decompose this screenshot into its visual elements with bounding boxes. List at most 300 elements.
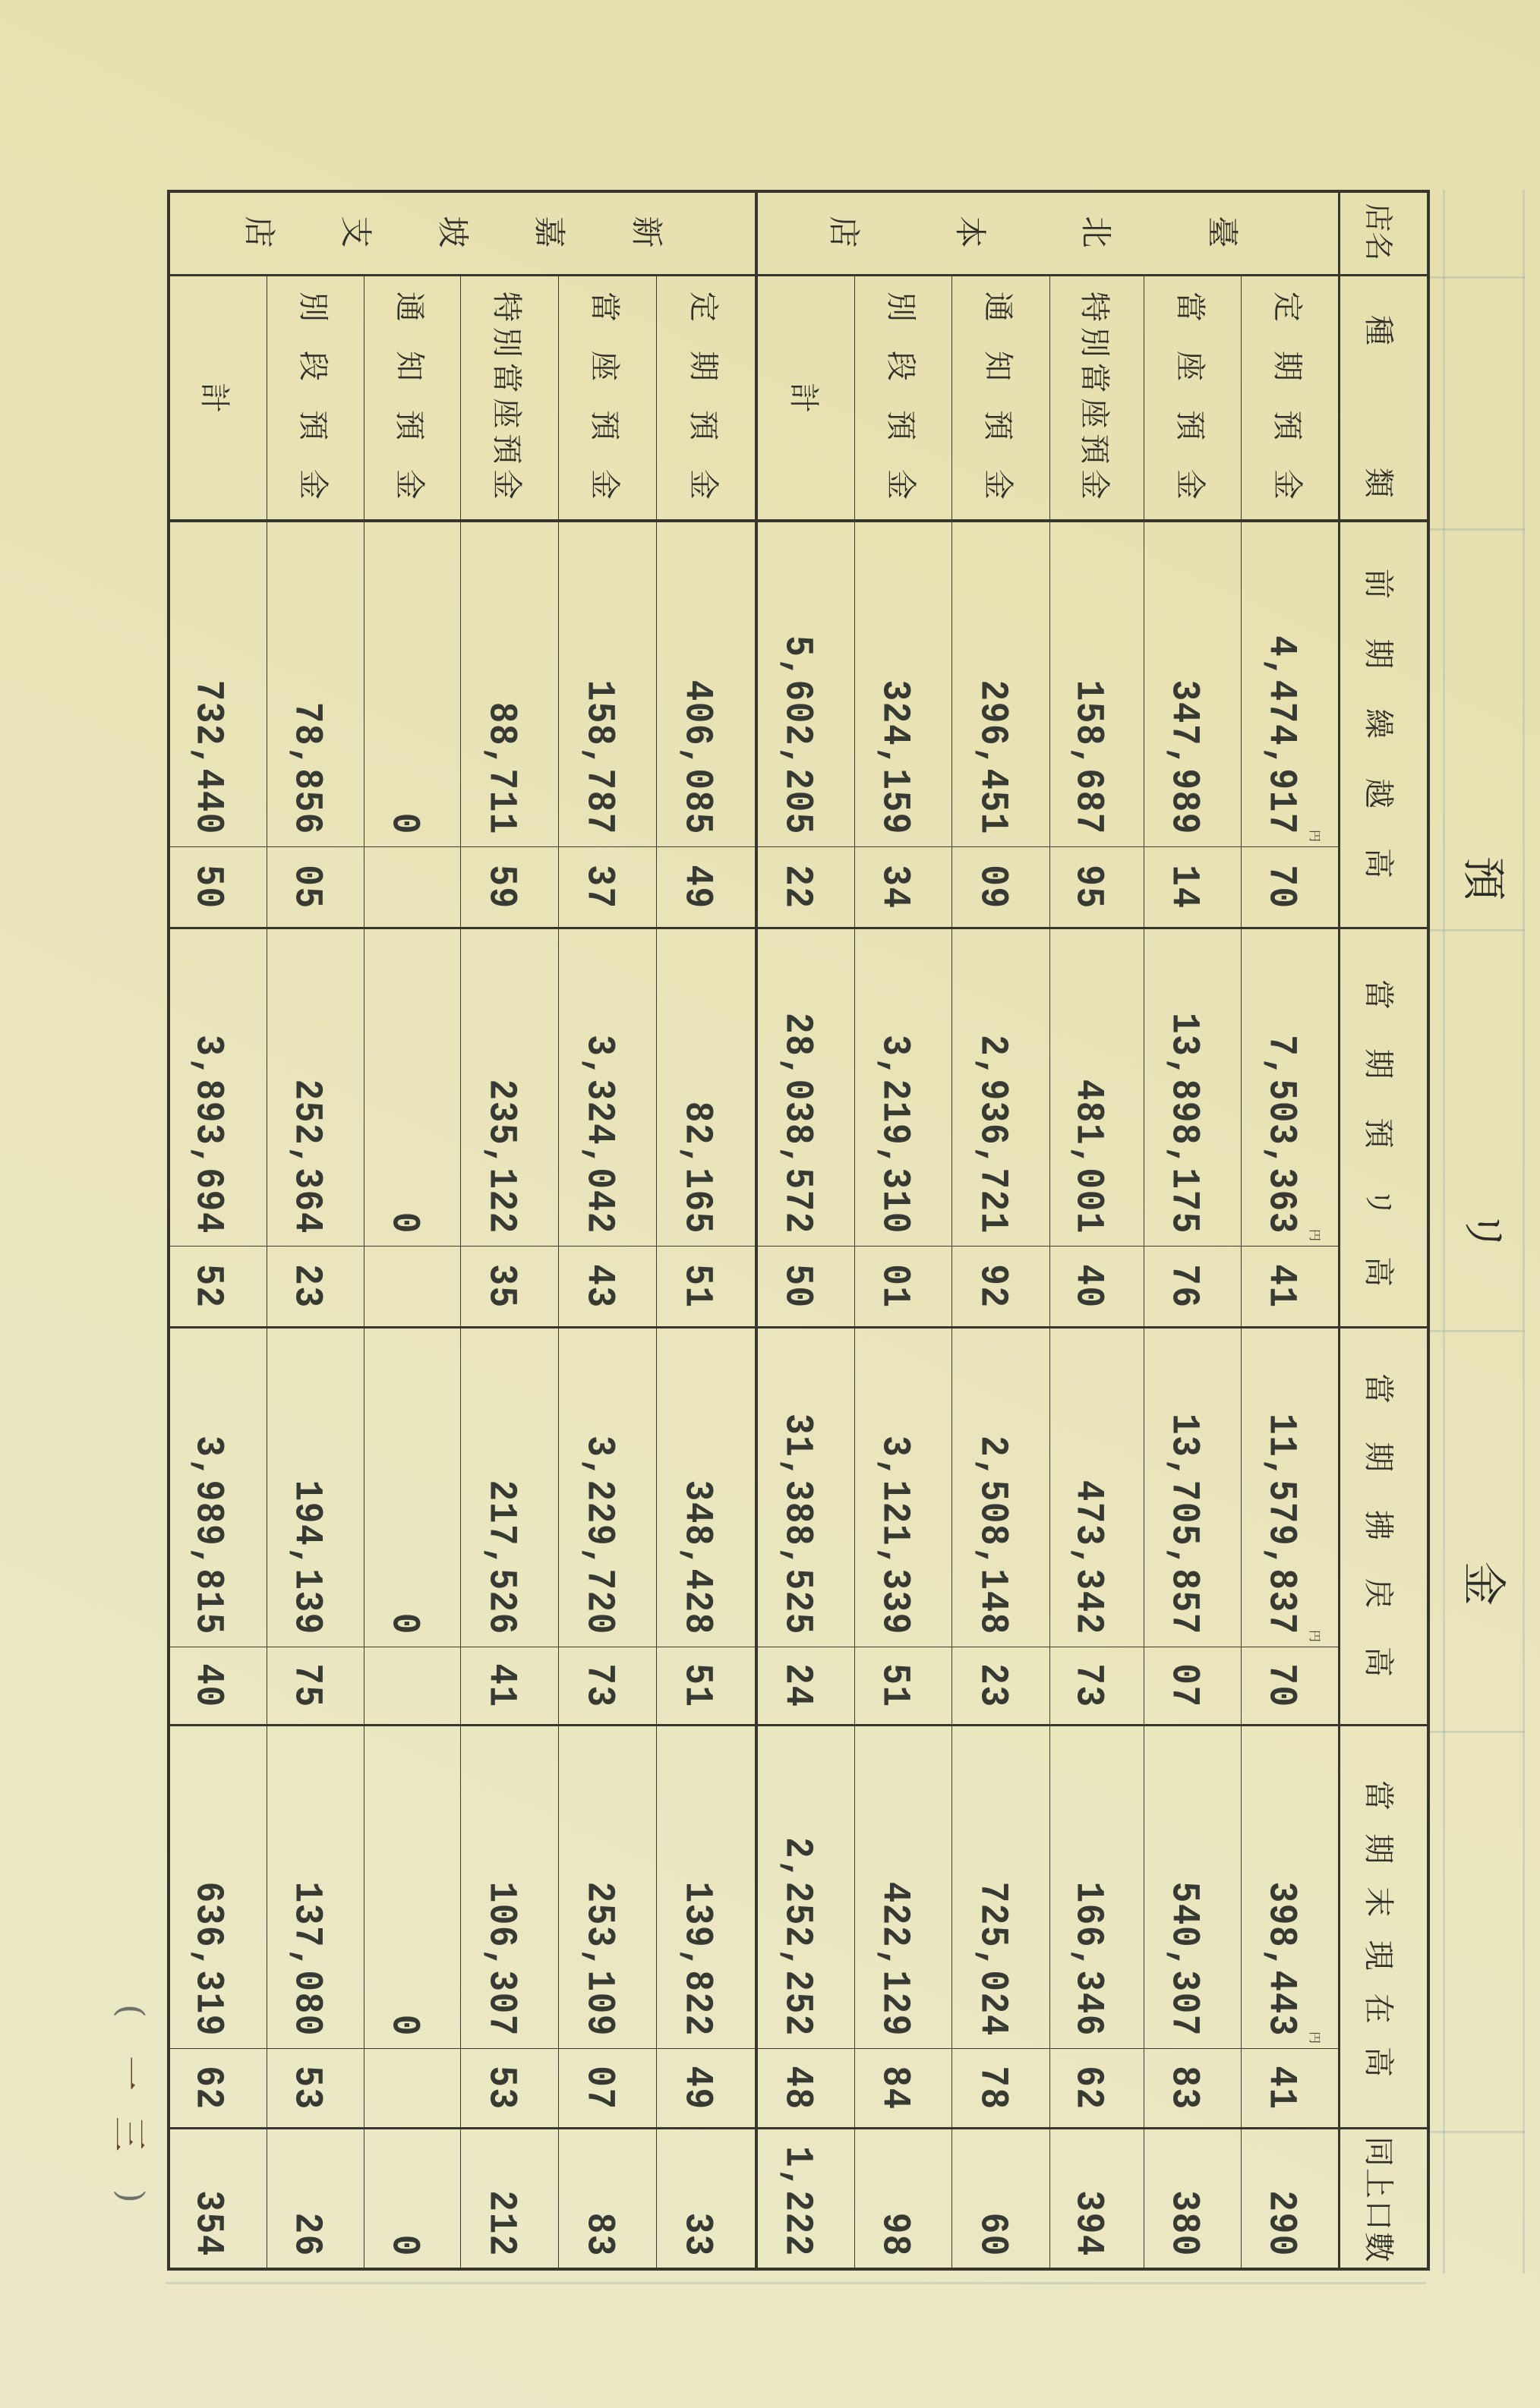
end-balance-sen <box>1241 2049 1338 2129</box>
amount-sen: 09 <box>970 865 1015 909</box>
glyph: 段 <box>883 351 918 381</box>
end-balance-sen <box>558 2049 656 2129</box>
withdrawals-yen <box>951 1328 1049 1647</box>
glyph: リ <box>1361 1187 1396 1218</box>
glyph: 金 <box>392 469 428 500</box>
amount-sen: 40 <box>1066 1264 1111 1309</box>
deposits-yen-total <box>167 929 267 1247</box>
amount-yen: 78,856 <box>285 701 330 835</box>
end-balance-sen <box>656 2049 755 2129</box>
page-number <box>109 2004 153 2203</box>
amount-sen: 07 <box>576 2066 622 2110</box>
withdrawals-yen <box>854 1328 951 1647</box>
amount-sen: 14 <box>1162 865 1207 909</box>
amount-yen: 158,687 <box>1066 679 1111 835</box>
count: 0 <box>381 2234 427 2257</box>
header-account-count: 同上口數 <box>1338 2129 1430 2271</box>
prev-balance-yen <box>1049 522 1144 847</box>
deposits-sen-total <box>167 1247 267 1328</box>
account-count <box>1241 2129 1338 2271</box>
prev-balance-sen <box>267 847 364 929</box>
end-balance-yen <box>364 1726 460 2049</box>
header-type <box>1338 276 1430 522</box>
bleed-through-rule <box>1430 1731 1525 1733</box>
end-balance-sen-total <box>755 2049 854 2129</box>
prev-balance-sen-total <box>755 847 854 929</box>
header-prev-balance <box>1338 522 1430 929</box>
end-balance-sen <box>460 2049 558 2129</box>
glyph: 末 <box>1361 1886 1396 1918</box>
amount-yen: 2,252,252 <box>775 1837 820 2037</box>
withdrawals-yen <box>656 1328 755 1647</box>
amount-sen: 51 <box>675 1264 720 1309</box>
deposits-sen <box>1144 1247 1241 1328</box>
glyph: 預 <box>587 410 623 440</box>
withdrawals-sen <box>460 1647 558 1726</box>
bleed-through-rule <box>1523 190 1525 2274</box>
amount-sen: 24 <box>775 1663 820 1708</box>
glyph: 戻 <box>1361 1578 1396 1609</box>
withdrawals-yen <box>267 1328 364 1647</box>
account-count-total <box>167 2129 267 2271</box>
end-balance-yen <box>854 1726 951 2049</box>
amount-yen: 0 <box>381 812 427 835</box>
amount-yen: 3,989,815 <box>186 1436 231 1635</box>
amount-yen: 5,602,205 <box>775 635 820 835</box>
glyph: リ <box>1458 1209 1510 1253</box>
amount-yen: 253,109 <box>576 1881 622 2037</box>
amount-yen: 13,705,857 <box>1162 1413 1207 1635</box>
amount-sen: 84 <box>873 2066 917 2110</box>
amount-yen: 348,428 <box>675 1480 720 1635</box>
glyph: 期 <box>1361 1833 1396 1864</box>
end-balance-yen <box>951 1726 1049 2049</box>
withdrawals-yen-total <box>167 1328 267 1647</box>
glyph: 別 <box>1077 326 1112 358</box>
glyph: 預 <box>1361 1117 1396 1149</box>
prev-balance-sen <box>1049 847 1144 929</box>
account-count <box>558 2129 656 2271</box>
end-balance-yen <box>267 1726 364 2049</box>
glyph: 期 <box>1270 351 1305 381</box>
deposit-type <box>656 276 755 522</box>
glyph: 本 <box>951 216 989 248</box>
amount-yen: 0 <box>381 1612 427 1635</box>
amount-yen: 0 <box>381 2014 427 2037</box>
branch-name-singapore <box>167 190 755 276</box>
account-count <box>267 2129 364 2271</box>
deposits-yen <box>1241 929 1338 1247</box>
deposits-yen <box>854 929 951 1247</box>
count: 394 <box>1066 2190 1111 2257</box>
glyph: 別 <box>489 326 525 358</box>
glyph: 支 <box>337 216 375 248</box>
deposit-type <box>1144 276 1241 522</box>
glyph: 預 <box>686 410 721 440</box>
amount-sen: 59 <box>478 865 524 909</box>
deposit-type <box>1049 276 1144 522</box>
count: 83 <box>576 2212 622 2257</box>
header-end-balance <box>1338 1726 1430 2129</box>
prev-balance-sen <box>1144 847 1241 929</box>
deposits-yen-total <box>755 929 854 1247</box>
glyph: 金 <box>1458 1561 1510 1606</box>
amount-sen: 07 <box>1162 1663 1207 1708</box>
count: 33 <box>675 2212 720 2257</box>
amount-yen: 82,165 <box>675 1101 720 1234</box>
amount-sen: 41 <box>1259 2066 1304 2110</box>
bleed-through-rule <box>1430 2131 1525 2133</box>
glyph: 前 <box>1361 569 1396 599</box>
glyph: 金 <box>489 468 525 500</box>
bleed-through-rule <box>1430 276 1525 279</box>
glyph: 預 <box>489 433 525 465</box>
amount-sen: 73 <box>576 1663 622 1708</box>
yen-unit-mark: 円 <box>1308 1629 1322 1642</box>
amount-yen: 2,936,721 <box>970 1035 1015 1234</box>
prev-balance-yen <box>267 522 364 847</box>
amount-sen: 23 <box>970 1663 1015 1708</box>
withdrawals-sen <box>364 1647 460 1726</box>
glyph: 類 <box>1361 468 1396 498</box>
amount-yen: 481,001 <box>1066 1079 1111 1234</box>
amount-sen: 95 <box>1066 865 1111 909</box>
end-balance-sen <box>1144 2049 1241 2129</box>
amount-yen: 422,129 <box>873 1881 917 2037</box>
prev-balance-yen <box>656 522 755 847</box>
amount-yen: 31,388,525 <box>775 1413 820 1635</box>
deposits-sen <box>364 1247 460 1328</box>
account-count <box>1049 2129 1144 2271</box>
amount-yen: 0 <box>381 1212 427 1234</box>
amount-sen: 92 <box>970 1264 1015 1309</box>
prev-balance-yen <box>854 522 951 847</box>
amount-yen: 3,229,720 <box>576 1436 622 1635</box>
deposits-sen-total <box>755 1247 854 1328</box>
amount-sen: 01 <box>873 1264 917 1309</box>
amount-yen: 636,319 <box>186 1881 231 2037</box>
amount-yen: 2,508,148 <box>970 1436 1015 1635</box>
deposits-yen <box>364 929 460 1247</box>
glyph: 當 <box>1172 292 1207 322</box>
glyph: 金 <box>1077 468 1112 500</box>
amount-sen: 05 <box>285 865 330 909</box>
count: 354 <box>186 2190 231 2257</box>
end-balance-sen <box>854 2049 951 2129</box>
amount-yen: 106,307 <box>478 1881 524 2037</box>
glyph: 別 <box>883 292 918 322</box>
amount-sen: 53 <box>478 2066 524 2110</box>
count: 60 <box>970 2212 1015 2257</box>
end-balance-yen <box>460 1726 558 2049</box>
yen-unit-mark: 円 <box>1308 1228 1322 1241</box>
withdrawals-yen <box>460 1328 558 1647</box>
page-number-handwritten: 一三 <box>109 2056 150 2177</box>
glyph: 期 <box>1361 1048 1396 1080</box>
glyph: 金 <box>295 469 330 500</box>
deposits-sen <box>558 1247 656 1328</box>
withdrawals-yen <box>558 1328 656 1647</box>
amount-sen: 83 <box>1162 2066 1207 2110</box>
glyph: 種 <box>1361 315 1396 345</box>
prev-balance-yen-total <box>755 522 854 847</box>
withdrawals-sen <box>656 1647 755 1726</box>
account-count <box>656 2129 755 2271</box>
end-balance-sen-total <box>167 2049 267 2129</box>
withdrawals-sen <box>1241 1647 1338 1726</box>
withdrawals-sen-total <box>167 1647 267 1726</box>
amount-sen: 22 <box>775 865 820 909</box>
amount-sen: 75 <box>285 1663 330 1708</box>
end-balance-sen <box>951 2049 1049 2129</box>
withdrawals-sen <box>267 1647 364 1726</box>
end-balance-sen <box>1049 2049 1144 2129</box>
yen-unit-mark: 円 <box>1308 2031 1322 2044</box>
deposits-yen <box>460 929 558 1247</box>
glyph: 預 <box>1077 433 1112 465</box>
amount-yen: 7,503,363 <box>1259 1035 1304 1234</box>
amount-yen: 28,038,572 <box>775 1012 820 1234</box>
prev-balance-yen-total <box>167 522 267 847</box>
amount-yen: 3,121,339 <box>873 1436 917 1635</box>
header-deposits <box>1338 929 1430 1328</box>
amount-sen: 52 <box>186 1264 231 1309</box>
deposits-sen <box>951 1247 1049 1328</box>
bleed-through-rule <box>1430 528 1525 531</box>
glyph: 繰 <box>1361 708 1396 739</box>
glyph: 座 <box>1077 398 1112 429</box>
glyph: 高 <box>1361 1256 1396 1287</box>
header-withdrawals <box>1338 1328 1430 1726</box>
deposit-type <box>267 276 364 522</box>
prev-balance-yen <box>558 522 656 847</box>
glyph: 店 <box>241 216 278 248</box>
withdrawals-sen <box>558 1647 656 1726</box>
amount-sen: 53 <box>285 2066 330 2110</box>
deposits-sen <box>854 1247 951 1328</box>
amount-yen: 158,787 <box>576 679 622 835</box>
glyph: 特 <box>1077 292 1112 322</box>
deposits-yen <box>558 929 656 1247</box>
glyph: 嘉 <box>531 216 569 248</box>
amount-sen: 70 <box>1259 865 1304 909</box>
deposits-yen <box>1049 929 1144 1247</box>
glyph: 座 <box>587 351 623 381</box>
end-balance-yen <box>1241 1726 1338 2049</box>
glyph: 定 <box>686 292 721 322</box>
prev-balance-sen-total <box>167 847 267 929</box>
end-balance-sen <box>364 2049 460 2129</box>
glyph: 預 <box>1270 410 1305 440</box>
amount-sen: 73 <box>1066 1663 1111 1708</box>
deposits-sen <box>656 1247 755 1328</box>
deposit-type <box>558 276 656 522</box>
account-count <box>364 2129 460 2271</box>
amount-yen: 347,989 <box>1162 679 1207 835</box>
glyph: 期 <box>686 351 721 381</box>
subtotal-label: 計 <box>755 276 854 522</box>
glyph: 金 <box>883 469 918 500</box>
glyph: 當 <box>1361 1373 1396 1404</box>
glyph: 金 <box>1270 469 1305 500</box>
amount-yen: 398,443 <box>1259 1881 1304 2037</box>
deposits-yen <box>267 929 364 1247</box>
header-branch: 店名 <box>1338 190 1430 276</box>
amount-sen: 40 <box>186 1663 231 1708</box>
glyph: 當 <box>489 362 525 393</box>
amount-yen: 166,346 <box>1066 1881 1111 2037</box>
glyph: 高 <box>1361 1647 1396 1677</box>
glyph: 特 <box>489 292 525 322</box>
amount-sen: 34 <box>873 865 917 909</box>
glyph: 知 <box>980 351 1016 381</box>
glyph: 預 <box>392 410 428 440</box>
withdrawals-yen <box>364 1328 460 1647</box>
amount-yen: 324,159 <box>873 679 917 835</box>
glyph: 定 <box>1270 292 1305 322</box>
glyph: 預 <box>883 410 918 440</box>
glyph: 店 <box>825 216 863 248</box>
glyph: 臺 <box>1204 216 1241 248</box>
amount-sen: 62 <box>186 2066 231 2110</box>
glyph: 期 <box>1361 1442 1396 1472</box>
prev-balance-sen <box>364 847 460 929</box>
end-balance-yen <box>1144 1726 1241 2049</box>
glyph: 金 <box>1172 469 1207 500</box>
prev-balance-sen <box>460 847 558 929</box>
page-paren-close: ) <box>111 2189 152 2203</box>
amount-yen: 3,324,042 <box>576 1035 622 1234</box>
amount-yen: 3,219,310 <box>873 1035 917 1234</box>
subtotal-label: 計 <box>167 276 267 522</box>
amount-yen: 13,898,175 <box>1162 1012 1207 1234</box>
amount-sen: 41 <box>1259 1264 1304 1309</box>
branch-name-taipei <box>755 190 1338 276</box>
prev-balance-yen <box>460 522 558 847</box>
amount-yen: 406,085 <box>675 679 720 835</box>
prev-balance-sen <box>1241 847 1338 929</box>
glyph: 段 <box>295 351 330 381</box>
end-balance-yen-total <box>167 1726 267 2049</box>
amount-sen: 76 <box>1162 1264 1207 1309</box>
glyph: 高 <box>1361 848 1396 878</box>
account-count <box>951 2129 1049 2271</box>
glyph: 預 <box>1458 856 1510 901</box>
withdrawals-yen-total <box>755 1328 854 1647</box>
count: 1,222 <box>775 2145 820 2257</box>
amount-sen: 50 <box>775 1264 820 1309</box>
glyph: 當 <box>1077 362 1112 393</box>
account-count <box>460 2129 558 2271</box>
end-balance-yen-total <box>755 1726 854 2049</box>
amount-yen: 4,474,917 <box>1259 635 1304 835</box>
glyph: 金 <box>686 469 721 500</box>
amount-sen: 51 <box>873 1663 917 1708</box>
glyph: 現 <box>1361 1940 1396 1971</box>
count: 212 <box>478 2190 524 2257</box>
glyph: 預 <box>980 410 1016 440</box>
amount-sen: 23 <box>285 1264 330 1309</box>
deposits-sen <box>460 1247 558 1328</box>
amount-sen: 49 <box>675 2066 720 2110</box>
account-count <box>1144 2129 1241 2271</box>
glyph: 在 <box>1361 1993 1396 2024</box>
glyph: 當 <box>1361 979 1396 1010</box>
amount-sen: 49 <box>675 865 720 909</box>
glyph: 通 <box>980 292 1016 322</box>
glyph: 預 <box>295 410 330 440</box>
glyph: 坡 <box>434 216 472 248</box>
amount-yen: 139,822 <box>675 1881 720 2037</box>
glyph: 金 <box>587 469 623 500</box>
amount-yen: 235,122 <box>478 1079 524 1234</box>
amount-sen: 41 <box>478 1663 524 1708</box>
withdrawals-sen <box>1144 1647 1241 1726</box>
amount-sen: 43 <box>576 1264 622 1309</box>
withdrawals-yen <box>1241 1328 1338 1647</box>
deposit-type <box>951 276 1049 522</box>
glyph: 北 <box>1078 216 1115 248</box>
withdrawals-sen <box>951 1647 1049 1726</box>
prev-balance-sen <box>951 847 1049 929</box>
glyph: 期 <box>1361 638 1396 669</box>
document-title <box>1458 856 1511 1606</box>
amount-yen: 540,307 <box>1162 1881 1207 2037</box>
amount-yen: 11,579,837 <box>1259 1413 1304 1635</box>
prev-balance-yen <box>951 522 1049 847</box>
amount-yen: 3,893,694 <box>186 1035 231 1234</box>
withdrawals-yen <box>1049 1328 1144 1647</box>
account-count <box>854 2129 951 2271</box>
amount-sen: 70 <box>1259 1663 1304 1708</box>
glyph: 當 <box>1361 1780 1396 1811</box>
amount-yen: 725,024 <box>970 1881 1015 2037</box>
end-balance-yen <box>656 1726 755 2049</box>
deposits-sen <box>267 1247 364 1328</box>
prev-balance-yen <box>364 522 460 847</box>
withdrawals-sen <box>1049 1647 1144 1726</box>
glyph: 通 <box>392 292 428 322</box>
glyph: 別 <box>295 292 330 322</box>
prev-balance-sen <box>854 847 951 929</box>
amount-sen: 37 <box>576 865 622 909</box>
glyph: 金 <box>980 469 1016 500</box>
amount-sen: 51 <box>675 1663 720 1708</box>
glyph: 越 <box>1361 778 1396 808</box>
deposits-yen <box>951 929 1049 1247</box>
prev-balance-yen <box>1241 522 1338 847</box>
prev-balance-sen <box>656 847 755 929</box>
glyph: 新 <box>628 216 665 248</box>
glyph: 座 <box>1172 351 1207 381</box>
account-count-total <box>755 2129 854 2271</box>
glyph: 當 <box>587 292 623 322</box>
deposit-type <box>364 276 460 522</box>
amount-yen: 473,342 <box>1066 1480 1111 1635</box>
deposit-type <box>1241 276 1338 522</box>
page-paren-open: ( <box>111 2004 152 2018</box>
yen-unit-mark: 円 <box>1308 829 1322 842</box>
deposits-table <box>167 190 1430 2271</box>
glyph: 高 <box>1361 2046 1396 2077</box>
count: 290 <box>1259 2190 1304 2257</box>
amount-yen: 137,080 <box>285 1881 330 2037</box>
bleed-through-rule <box>166 2282 1426 2284</box>
deposits-sen <box>1049 1247 1144 1328</box>
amount-yen: 217,526 <box>478 1480 524 1635</box>
glyph: 預 <box>1172 410 1207 440</box>
prev-balance-sen <box>558 847 656 929</box>
